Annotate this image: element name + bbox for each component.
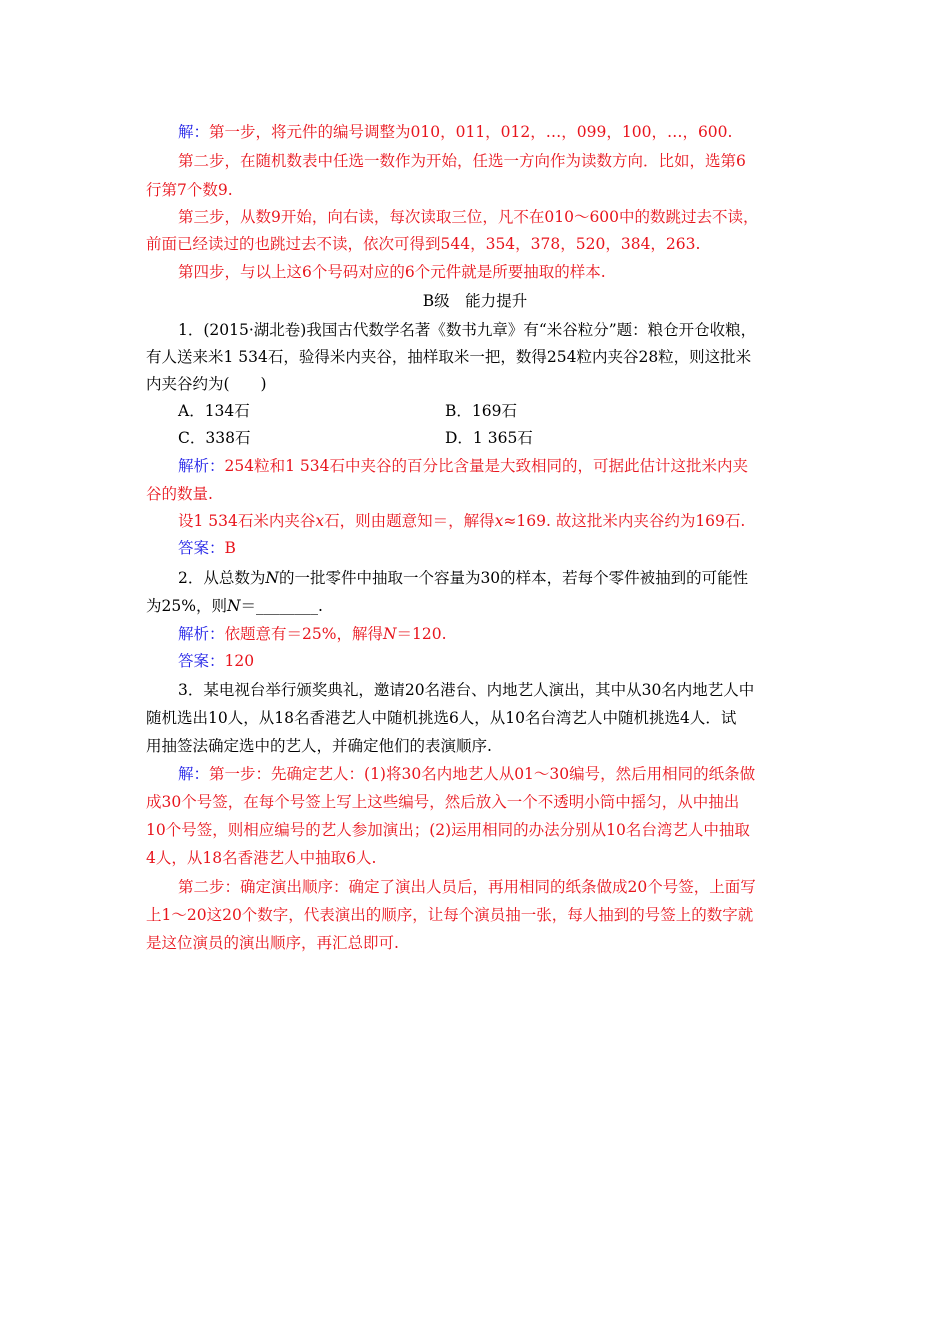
q1-line-3: 内夹谷约为( ) (146, 375, 267, 393)
q2-answer: 答案：120 (178, 652, 255, 670)
analysis-label: 解析： (178, 625, 225, 643)
q3-solution-line-3: 10个号签，则相应编号的艺人参加演出；(2)运用相同的办法分别从10名台湾艺人中抽取 (146, 821, 750, 839)
q2-line-1: 2．从总数为N的一批零件中抽取一个容量为30的样本，若每个零件被抽到的可能性 (178, 569, 749, 587)
solution-label: 解： (178, 765, 210, 783)
q1-line-2: 有人送来米1 534石，验得米内夹谷，抽样取米一把，数得254粒内夹谷28粒，则这批米 (146, 348, 752, 366)
answer-label: 答案： (178, 539, 225, 557)
q1-analysis-line-3: 设1 534石米内夹谷x石，则由题意知＝，解得x≈169. 故这批米内夹谷约为169石. (178, 512, 746, 530)
q3-line-1: 3．某电视台举行颁奖典礼，邀请20名港台、内地艺人演出，其中从30名内地艺人中 (178, 681, 755, 699)
answer-label: 答案： (178, 652, 225, 670)
q1-option-c: C．338石 (178, 429, 251, 447)
solution-label: 解： (178, 123, 210, 141)
q1-answer: 答案：B (178, 539, 236, 557)
q2-line-2: 为25%，则N＝________. (146, 597, 323, 615)
q3-line-3: 用抽签法确定选中的艺人，并确定他们的表演顺序. (146, 737, 492, 755)
q3-solution-line-4: 4人，从18名香港艺人中抽取6人. (146, 849, 377, 867)
solution-step-2-line-1: 第二步，在随机数表中任选一数作为开始，任选一方向作为读数方向．比如，选第6 (178, 152, 746, 170)
q1-option-d: D．1 365石 (445, 429, 533, 447)
solution-step-4: 第四步，与以上这6个号码对应的6个元件就是所要抽取的样本. (178, 263, 606, 281)
solution-step-2-line-2: 行第7个数9. (146, 181, 233, 199)
analysis-label: 解析： (178, 457, 225, 475)
q3-line-2: 随机选出10人，从18名香港艺人中随机挑选6人，从10名台湾艺人中随机挑选4人．试 (146, 709, 737, 727)
q1-analysis-line-2: 谷的数量. (146, 485, 213, 503)
q3-step-2-line-2: 上1～20这20个数字，代表演出的顺序，让每个演员抽一张，每人抽到的号签上的数字就 (146, 906, 754, 924)
q3-step-2-line-3: 是这位演员的演出顺序，再汇总即可. (146, 934, 399, 952)
solution-step-1: 解：第一步，将元件的编号调整为010，011，012，…，099，100，…，600. (178, 123, 733, 141)
solution-step-3-line-2: 前面已经读过的也跳过去不读，依次可得到544，354，378，520，384，263. (146, 235, 701, 253)
q3-step-2-line-1: 第二步：确定演出顺序：确定了演出人员后，再用相同的纸条做成20个号签，上面写 (178, 878, 756, 896)
q3-solution-line-2: 成30个号签，在每个号签上写上这些编号，然后放入一个不透明小筒中摇匀，从中抽出 (146, 793, 740, 811)
q3-solution-line-1: 解：第一步：先确定艺人：(1)将30名内地艺人从01～30编号，然后用相同的纸条做 (178, 765, 756, 783)
q1-option-a: A．134石 (178, 402, 250, 420)
q1-line-1: 1．(2015·湖北卷)我国古代数学名著《数书九章》有“米谷粒分”题：粮仓开仓收粮， (178, 321, 757, 339)
q2-analysis: 解析：依题意有＝25%，解得N＝120. (178, 625, 447, 643)
section-heading: B级 能力提升 (422, 292, 528, 310)
q1-option-b: B．169石 (445, 402, 517, 420)
q1-analysis-line-1: 解析：254粒和1 534石中夹谷的百分比含量是大致相同的，可据此估计这批米内夹 (178, 457, 748, 475)
solution-step-3-line-1: 第三步，从数9开始，向右读，每次读取三位，凡不在010～600中的数跳过去不读， (178, 208, 759, 226)
